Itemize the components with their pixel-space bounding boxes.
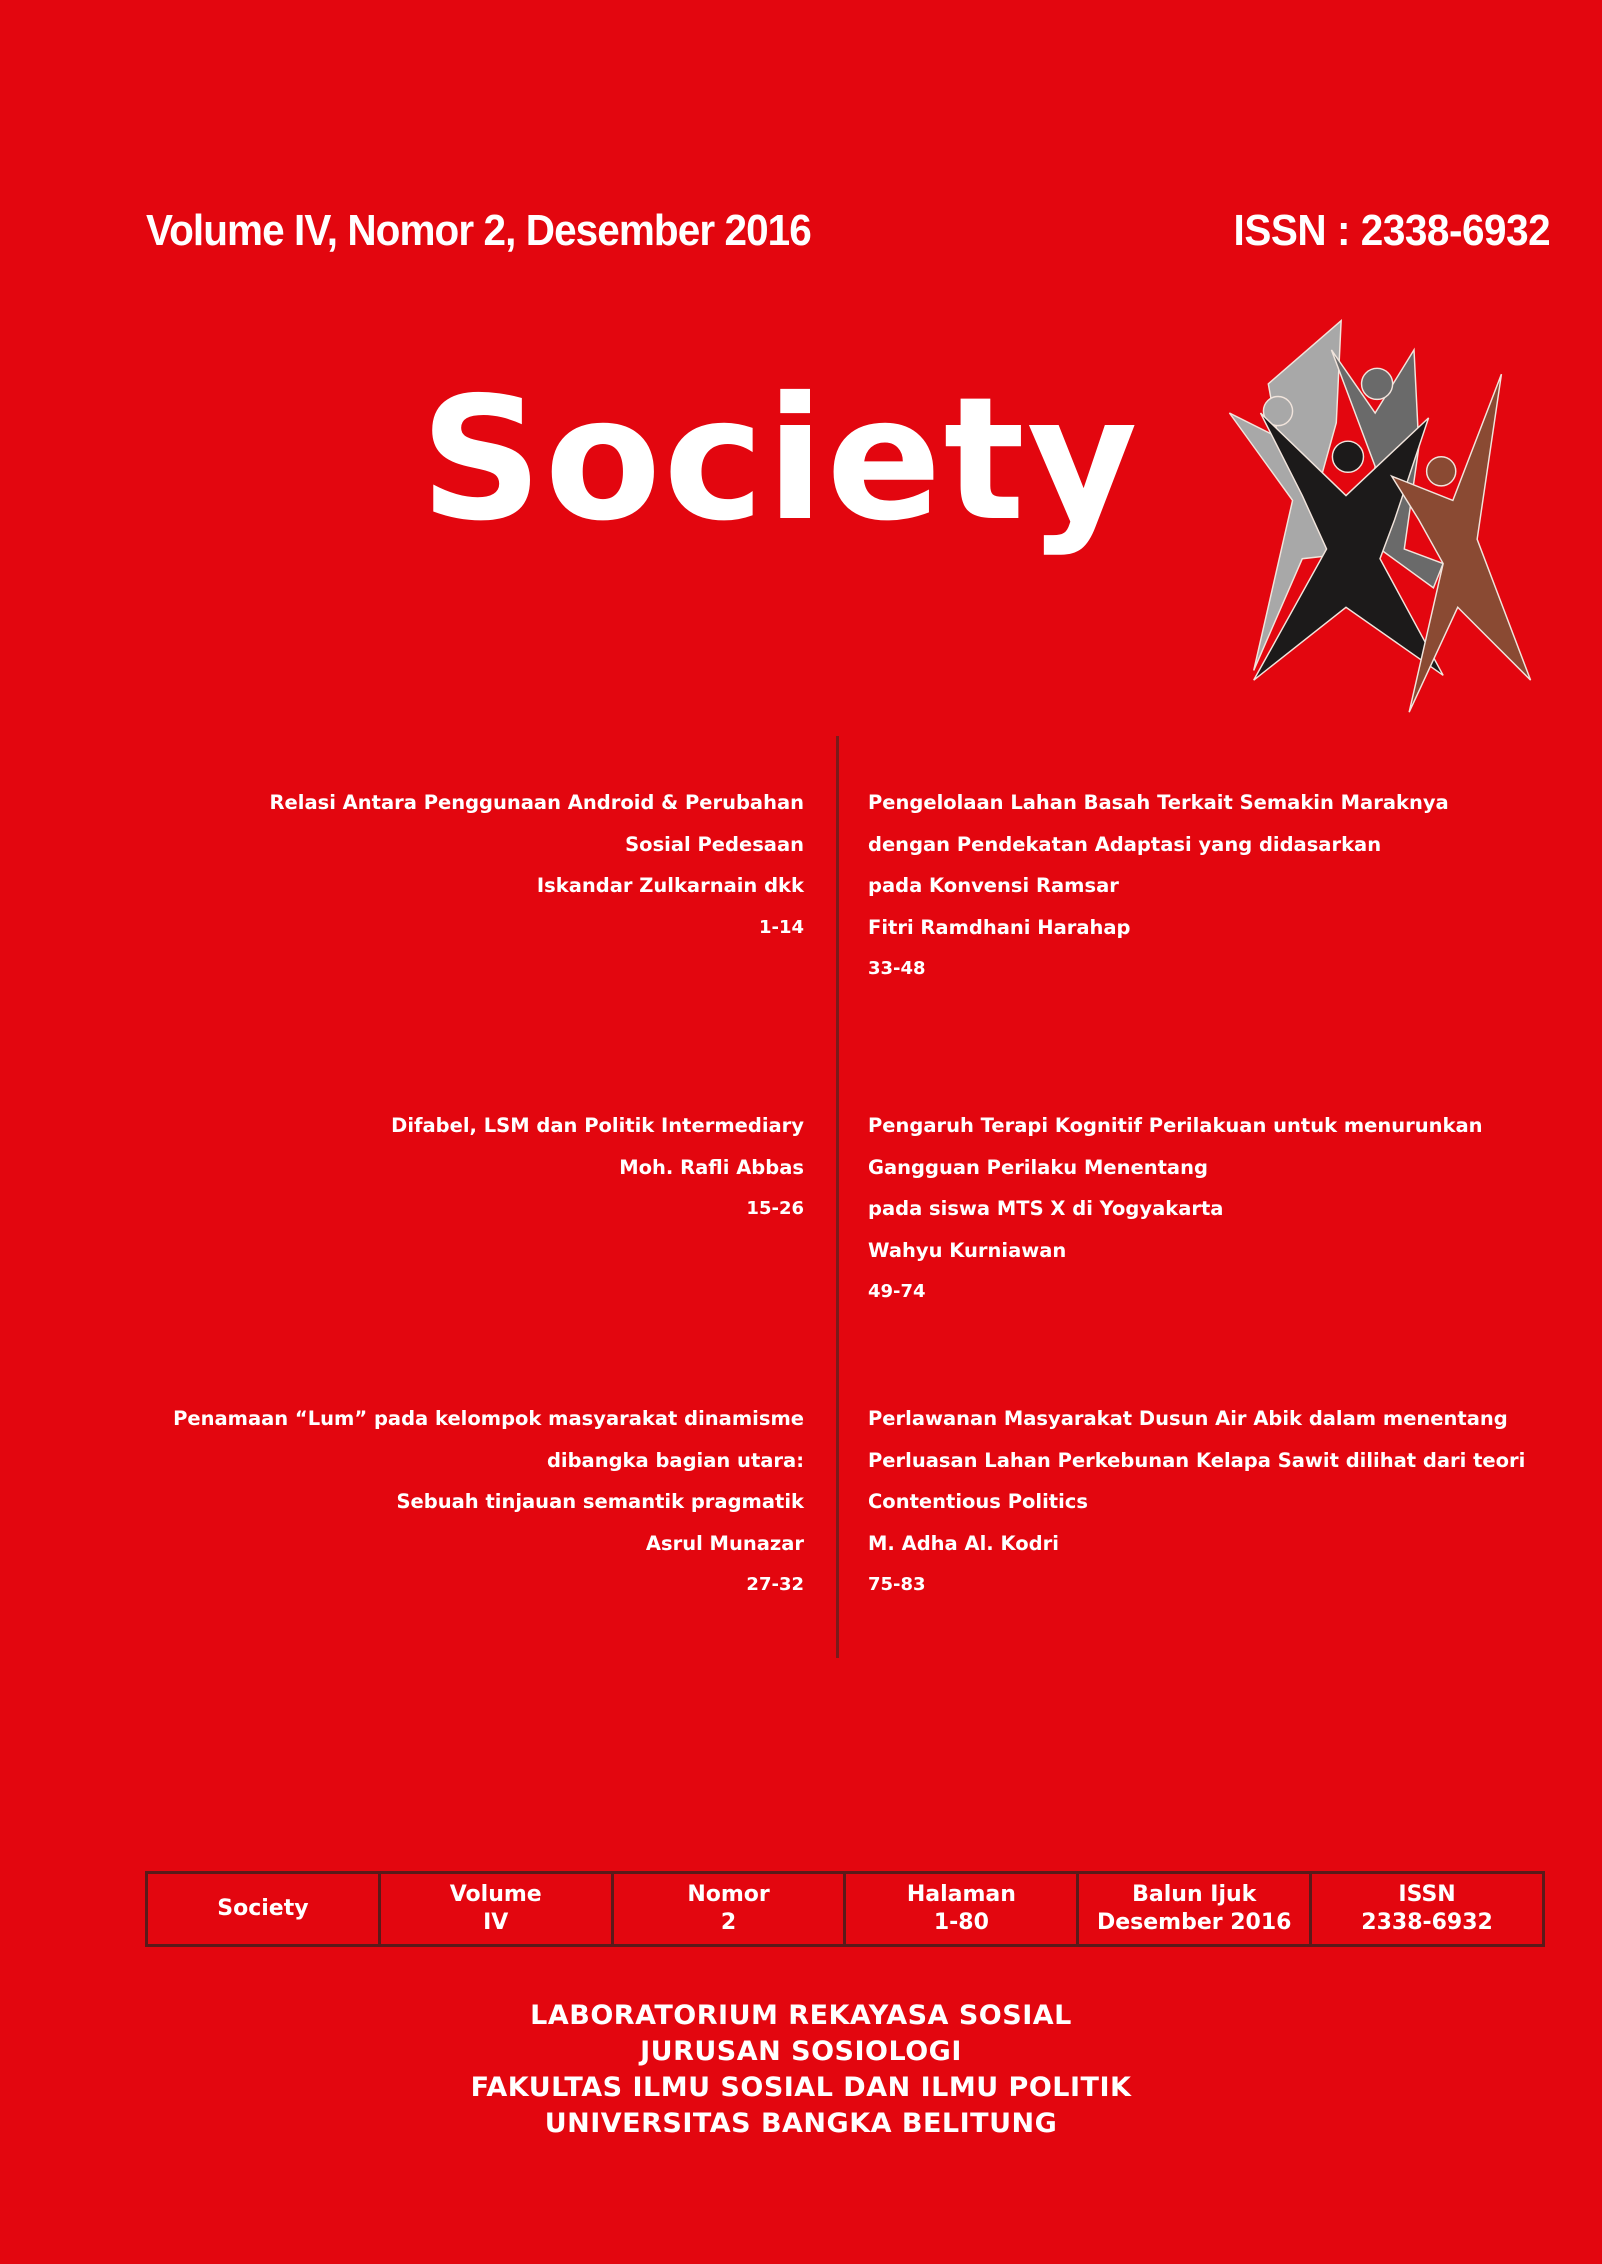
info-label: ISSN <box>1398 1882 1456 1907</box>
article-title-line: Pengelolaan Lahan Basah Terkait Semakin Maraknya <box>868 791 1449 814</box>
article-title-line: Sebuah tinjauan semantik pragmatik <box>396 1490 804 1513</box>
publisher-line: LABORATORIUM REKAYASA SOSIAL <box>530 2000 1072 2031</box>
article-right-2 <box>868 1105 1483 1313</box>
article-title-line: Perluasan Lahan Perkebunan Kelapa Sawit dilihat dari teori <box>868 1448 1526 1472</box>
article-author: Fitri Ramdhani Harahap <box>868 915 1131 939</box>
info-label: Balun Ijuk <box>1132 1882 1257 1907</box>
info-cell-journal <box>147 1873 380 1946</box>
publisher-line: UNIVERSITAS BANGKA BELITUNG <box>544 2108 1058 2139</box>
info-value: IV <box>483 1910 509 1935</box>
info-label: Society <box>217 1896 309 1921</box>
issue-line: Volume IV, Nomor 2, Desember 2016 <box>146 206 811 255</box>
info-value: Desember 2016 <box>1096 1910 1292 1935</box>
info-value: 2338-6932 <box>1361 1910 1493 1935</box>
article-author: Wahyu Kurniawan <box>868 1238 1067 1262</box>
article-title-line: Penamaan “Lum” pada kelompok masyarakat dinamisme <box>173 1407 804 1430</box>
journal-title: Society <box>420 361 1140 559</box>
article-author: M. Adha Al. Kodri <box>868 1531 1059 1555</box>
info-cell-number <box>612 1873 845 1946</box>
article-title-line: pada Konvensi Ramsar <box>868 874 1119 897</box>
info-cell-place-date <box>1078 1873 1311 1946</box>
article-title-line: Contentious Politics <box>868 1490 1088 1513</box>
article-pages: 49-74 <box>868 1281 926 1302</box>
article-title-line: dengan Pendekatan Adaptasi yang didasarkan <box>868 832 1382 856</box>
article-pages: 1-14 <box>758 916 804 938</box>
article-author: Moh. Rafli Abbas <box>619 1155 804 1179</box>
article-right-1 <box>868 782 1449 990</box>
publisher-line: FAKULTAS ILMU SOSIAL DAN ILMU POLITIK <box>470 2072 1132 2103</box>
article-pages: 27-32 <box>746 1574 804 1595</box>
article-title-line: Difabel, LSM dan Politik Intermediary <box>391 1114 804 1137</box>
article-title-line: Relasi Antara Penggunaan Android & Perubahan <box>269 791 804 814</box>
article-right-3 <box>868 1398 1525 1606</box>
info-value: 2 <box>720 1910 737 1935</box>
article-title-line: Gangguan Perilaku Menentang <box>868 1155 1208 1179</box>
info-value: 1-80 <box>933 1910 989 1935</box>
info-label: Nomor <box>687 1882 770 1907</box>
info-label: Halaman <box>906 1882 1016 1907</box>
article-title-line: pada siswa MTS X di Yogyakarta <box>868 1197 1224 1220</box>
people-figures-logo-icon <box>1210 305 1550 725</box>
article-title-line: Pengaruh Terapi Kognitif Perilakuan untuk menurunkan <box>868 1114 1483 1137</box>
article-author: Iskandar Zulkarnain dkk <box>536 874 804 897</box>
info-label: Volume <box>449 1882 542 1907</box>
info-cell-pages <box>845 1873 1078 1946</box>
article-left-2 <box>391 1105 804 1230</box>
article-title-line: Sosial Pedesaan <box>625 832 804 856</box>
article-pages: 75-83 <box>868 1574 926 1595</box>
article-left-3 <box>173 1398 804 1606</box>
journal-info-table <box>145 1871 1545 1947</box>
publisher-line: JURUSAN SOSIOLOGI <box>640 2036 962 2067</box>
column-divider <box>836 736 839 1658</box>
article-author: Asrul Munazar <box>645 1531 804 1555</box>
article-left-1 <box>270 782 804 948</box>
article-title-line: dibangka bagian utara: <box>546 1448 804 1472</box>
publisher-block <box>0 1998 1602 2142</box>
article-title-line: Perlawanan Masyarakat Dusun Air Abik dalam menentang <box>868 1407 1508 1430</box>
article-pages: 33-48 <box>868 958 926 979</box>
article-pages: 15-26 <box>746 1198 804 1219</box>
info-cell-volume <box>379 1873 612 1946</box>
info-cell-issn <box>1311 1873 1544 1946</box>
issn-line: ISSN : 2338-6932 <box>1233 206 1550 255</box>
